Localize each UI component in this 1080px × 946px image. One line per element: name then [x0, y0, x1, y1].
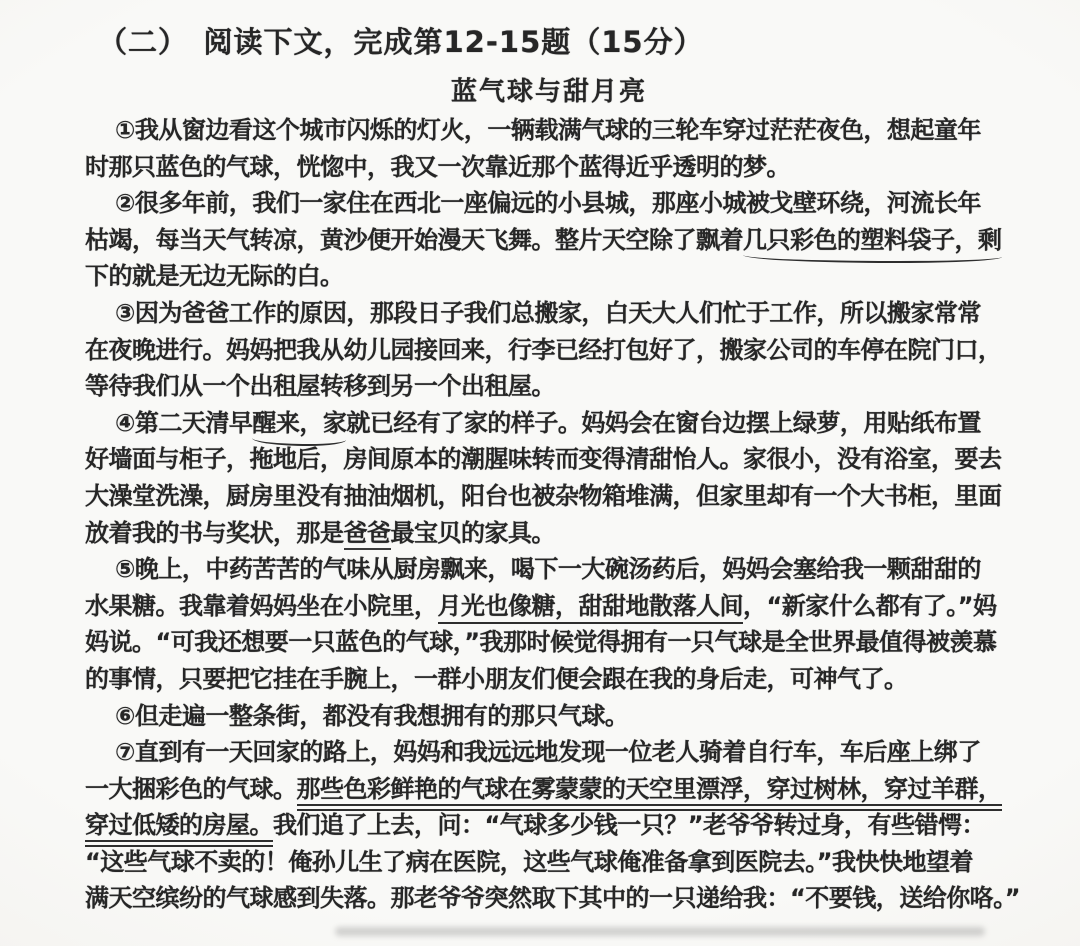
text-segment: ②很多年前，我们一家住在西北一座偏远的小县城，那座小城被戈壁环绕，河流长年	[115, 189, 981, 218]
hand-underline-mark: 醒来，家	[252, 405, 346, 447]
text-segment: “这些气球不卖的！俺孙儿生了病在医院，这些气球俺准备拿到医院去。”我快快地望着	[85, 847, 974, 876]
text-segment: 在夜晚进行。妈妈把我从幼儿园接回来，行李已经打包好了，搬家公司的车停在院门口，	[85, 335, 1002, 364]
hand-underline-mark: 爸爸	[344, 519, 391, 550]
text-segment: ④第二天清早	[115, 408, 253, 437]
text-segment: ，“新家什么都有了。”妈	[743, 591, 997, 620]
passage-line	[85, 551, 1020, 588]
text-segment: 的事情，只要把它挂在手腕上，一群小朋友们便会跟在我的身后走，可神气了。	[85, 664, 908, 693]
passage-line	[85, 441, 1020, 478]
passage-line	[85, 478, 1020, 515]
text-segment: ①我从窗边看这个城市闪烁的灯火，一辆载满气球的三轮车穿过茫茫夜色，想起童年	[115, 116, 981, 144]
passage-line	[85, 588, 1020, 625]
passage-line	[85, 405, 1020, 442]
text-segment: ⑦直到有一天回家的路上，妈妈和我远远地发现一位老人骑着自行车，车后座上绑了	[115, 738, 981, 767]
text-segment: 一大捆彩色的气球。	[85, 774, 297, 803]
passage-line	[85, 880, 1020, 917]
text-segment: 就已经有了家的样子。妈妈会在窗台边摆上绿萝，用贴纸布置	[346, 408, 981, 437]
text-segment: ⑤晚上，中药苦苦的气味从厨房飘来，喝下一大碗汤药后，妈妈会塞给我一颗甜甜的	[115, 555, 981, 584]
passage	[85, 112, 1020, 917]
hand-underline-mark: 几只彩色的塑料袋子，剩	[743, 222, 1002, 264]
passage-line	[85, 295, 1020, 332]
passage-line	[85, 149, 1020, 186]
text-segment: 满天空缤纷的气球感到失落。那老爷爷突然取下其中的一只递给我：“不要钱，送给你咯。”	[85, 884, 1021, 913]
text-segment: 等待我们从一个出租屋转移到另一个出租屋。	[85, 372, 555, 401]
passage-line	[85, 368, 1020, 405]
hand-underline-mark: 穿过低矮的房屋。	[85, 811, 273, 847]
passage-line	[85, 698, 1020, 735]
text-segment: 下的就是无边无际的白。	[85, 262, 344, 291]
text-segment: ⑥但走遍一整条街，都没有我想拥有的那只气球。	[115, 701, 629, 730]
passage-line	[85, 844, 1020, 881]
text-segment: 我们追了上去，问：“气球多少钱一只？”老爷爷转过身，有些错愕：	[273, 811, 986, 840]
passage-line	[85, 734, 1020, 771]
bottom-photo-smudge	[335, 927, 985, 936]
text-segment: 时那只蓝色的气球，恍惚中，我又一次靠近那个蓝得近乎透明的梦。	[85, 152, 790, 181]
text-segment: 最宝贝的家具。	[390, 518, 555, 547]
text-segment: 大澡堂洗澡，厨房里没有抽油烟机，阳台也被杂物箱堆满，但家里却有一个大书柜，里面	[85, 481, 1002, 510]
passage-line	[85, 624, 1020, 661]
passage-line	[85, 807, 1020, 844]
passage-line	[85, 771, 1020, 808]
passage-line	[85, 661, 1020, 698]
passage-line	[85, 185, 1020, 222]
text-segment: 好墙面与柜子，拖地后，房间原本的潮腥味转而变得清甜怡人。家很小，没有浴室，要去	[85, 445, 1002, 474]
hand-underline-mark: 月光也像糖，甜甜地散落人间	[438, 592, 744, 624]
text-segment: ③因为爸爸工作的原因，那段日子我们总搬家，白天大人们忙于工作，所以搬家常常	[115, 298, 981, 327]
passage-line	[85, 112, 1020, 149]
passage-line	[85, 332, 1020, 369]
text-segment: 妈说。“可我还想要一只蓝色的气球，”我那时候觉得拥有一只气球是全世界最值得被羡慕	[85, 628, 997, 657]
passage-line	[85, 258, 1020, 295]
text-segment: 枯竭，每当天气转凉，黄沙便开始漫天飞舞。整片天空除了飘着	[85, 225, 743, 254]
section-header: （二） 阅读下文，完成第12-15题（15分）	[98, 25, 704, 59]
text-segment: 水果糖。我靠着妈妈坐在小院里，	[85, 591, 438, 620]
passage-title: 蓝气球与甜月亮	[450, 77, 647, 107]
passage-line	[85, 515, 1020, 552]
hand-underline-mark: 那些色彩鲜艳的气球在雾蒙蒙的天空里漂浮，穿过树林，穿过羊群，	[297, 775, 1002, 811]
text-segment: 放着我的书与奖状，那是	[85, 518, 344, 547]
passage-line	[85, 222, 1020, 259]
